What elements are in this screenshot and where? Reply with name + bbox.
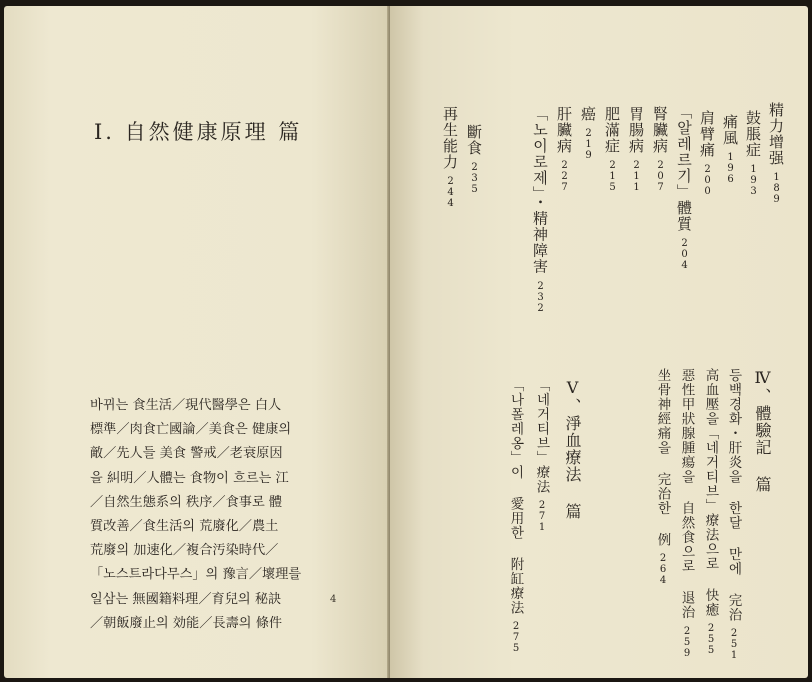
section-heading-v: Ⅴ、淨血療法 篇	[563, 378, 582, 520]
toc-entry: 再生能力244	[441, 106, 459, 209]
summary-line: 일삼는 無國籍料理／育兒의 秘訣	[90, 591, 282, 607]
summary-line: ／朝飯廢止의 効能／長壽의 條件	[90, 615, 283, 631]
page-mark: 4	[330, 594, 337, 605]
open-book	[4, 6, 808, 678]
toc-entry: 鼓脹症193	[744, 110, 762, 197]
summary-line: 敵／先人들 美食 警戒／老衰原因	[90, 446, 283, 462]
toc-entry: 「노이로제」・精神障害232	[531, 106, 549, 314]
toc-entry: 胃腸病211	[627, 106, 645, 193]
toc-entry: 腎臟病207	[651, 106, 669, 193]
summary-line: 標準／肉食亡國論／美食은 健康의	[90, 422, 292, 438]
summary-line: 을 糾明／人體는 食物이 흐르는 江	[90, 470, 289, 486]
toc-entry: 肩臂痛200	[698, 110, 716, 197]
toc-entry: 惡性甲狀腺腫瘍을 自然食으로 退治259	[678, 368, 695, 659]
toc-entry: 癌219	[579, 106, 597, 161]
section-heading-iv: Ⅳ、體驗記 篇	[753, 368, 772, 493]
toc-entry: 「알레르기」體質204	[675, 104, 693, 271]
part-title: I. 自然健康原理 篇	[94, 120, 303, 144]
left-page	[4, 6, 388, 678]
toc-entry: 「나폴레옹」이 愛用한 附缸療法275	[507, 378, 524, 654]
summary-line: 「노스트라다무스」의 豫言／壞理를	[90, 567, 302, 583]
toc-entry: 高血壓을「네거티브」療法으로 快癒255	[702, 368, 719, 656]
summary-line: ／自然生態系의 秩序／食事로 體	[90, 494, 283, 510]
toc-entry: 「네거티브」療法271	[533, 378, 550, 533]
toc-entry: 등백경화・肝炎을 한달 만에 完治251	[725, 368, 742, 661]
summary-line: 바뀌는 食生活／現代醫學은 白人	[90, 398, 282, 413]
summary-line: 荒廢의 加速化／複合汚染時代／	[90, 543, 279, 559]
toc-entry: 精力增强189	[767, 102, 785, 205]
toc-entry: 肥滿症215	[603, 106, 621, 193]
right-page	[390, 6, 808, 678]
toc-entry: 坐骨神經痛을 完治한 例264	[654, 368, 671, 586]
toc-entry: 肝臟病227	[555, 106, 573, 193]
toc-entry: 痛風196	[721, 114, 739, 185]
part-summary	[90, 394, 350, 636]
toc-entry: 斷食235	[465, 124, 483, 195]
summary-line: 質改善／食生活의 荒廢化／農土	[90, 519, 279, 535]
